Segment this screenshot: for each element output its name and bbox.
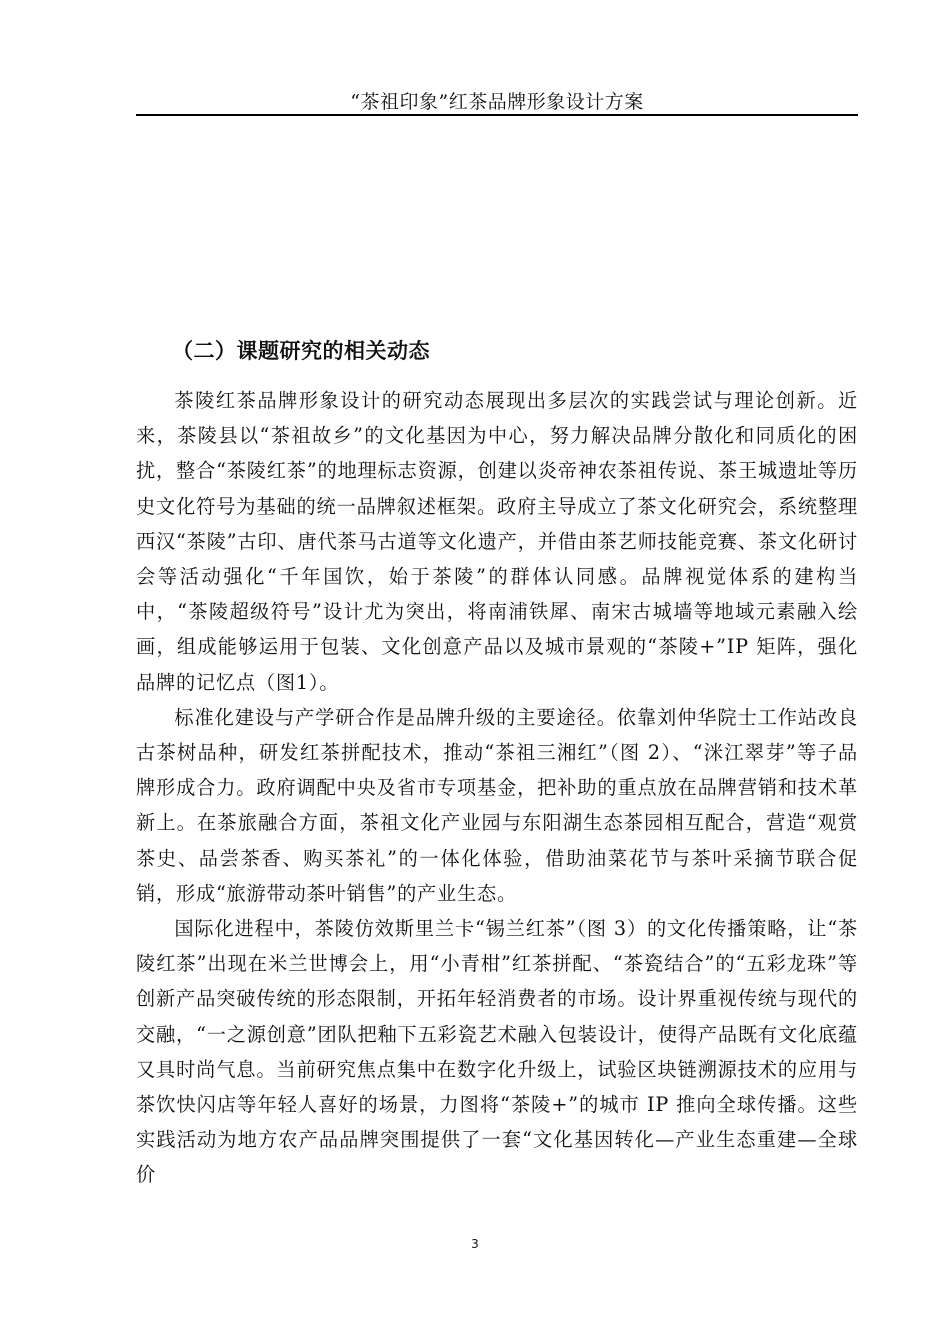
body-text	[136, 383, 858, 1193]
paragraph: 国际化进程中，茶陵仿效斯里兰卡“锡兰红茶”（图 3）的文化传播策略，让“茶陵红茶”出现在米兰世博会上，用“小青柑”红茶拼配、“茶瓷结合”的“五彩龙珠”等创新产品突破传统的形态限制，开拓年轻消费者的市场。设计界重视传统与现代的交融，“一之源创意”团队把釉下五彩瓷艺术融入包装设计，使得产品既有文化底蕴又具时尚气息。当前研究焦点集中在数字化升级上，试验区块链溯源技术的应用与茶饮快闪店等年轻人喜好的场景，力图将“茶陵+”的城市 IP 推向全球传播。这些实践活动为地方农产品品牌突围提供了一套“文化基因转化—产业生态重建—全球价	[136, 917, 858, 1187]
paragraph: 标准化建设与产学研合作是品牌升级的主要途径。依靠刘仲华院士工作站改良古茶树品种，研发红茶拼配技术，推动“茶祖三湘红”（图 2）、“洣江翠芽”等子品牌形成合力。政府调配中央及省市专项基金，把补助的重点放在品牌营销和技术革新上。在茶旅融合方面，茶祖文化产业园与东阳湖生态茶园相互配合，营造“观赏茶史、品尝茶香、购买茶礼”的一体化体验，借助油菜花节与茶叶采摘节联合促销，形成“旅游带动茶叶销售”的产业生态。	[136, 705, 858, 905]
header-rule	[136, 114, 858, 116]
page-number: 3	[471, 1237, 479, 1251]
running-header: “茶祖印象”红茶品牌形象设计方案	[350, 91, 644, 113]
paragraph: 茶陵红茶品牌形象设计的研究动态展现出多层次的实践尝试与理论创新。近来，茶陵县以“茶祖故乡”的文化基因为中心，努力解决品牌分散化和同质化的困扰，整合“茶陵红茶”的地理标志资源，创建以炎帝神农茶祖传说、茶王城遗址等历史文化符号为基础的统一品牌叙述框架。政府主导成立了茶文化研究会，系统整理西汉“茶陵”古印、唐代茶马古道等文化遗产，并借由茶艺师技能竞赛、茶文化研讨会等活动强化“千年国饮，始于茶陵”的群体认同感。品牌视觉体系的建构当中，“茶陵超级符号”设计尤为突出，将南浦铁犀、南宋古城墙等地域元素融入绘画，组成能够运用于包装、文化创意产品以及城市景观的“茶陵+”IP 矩阵，强化品牌的记忆点（图1）。	[136, 389, 858, 694]
section-heading: （二）课题研究的相关动态	[172, 339, 430, 363]
